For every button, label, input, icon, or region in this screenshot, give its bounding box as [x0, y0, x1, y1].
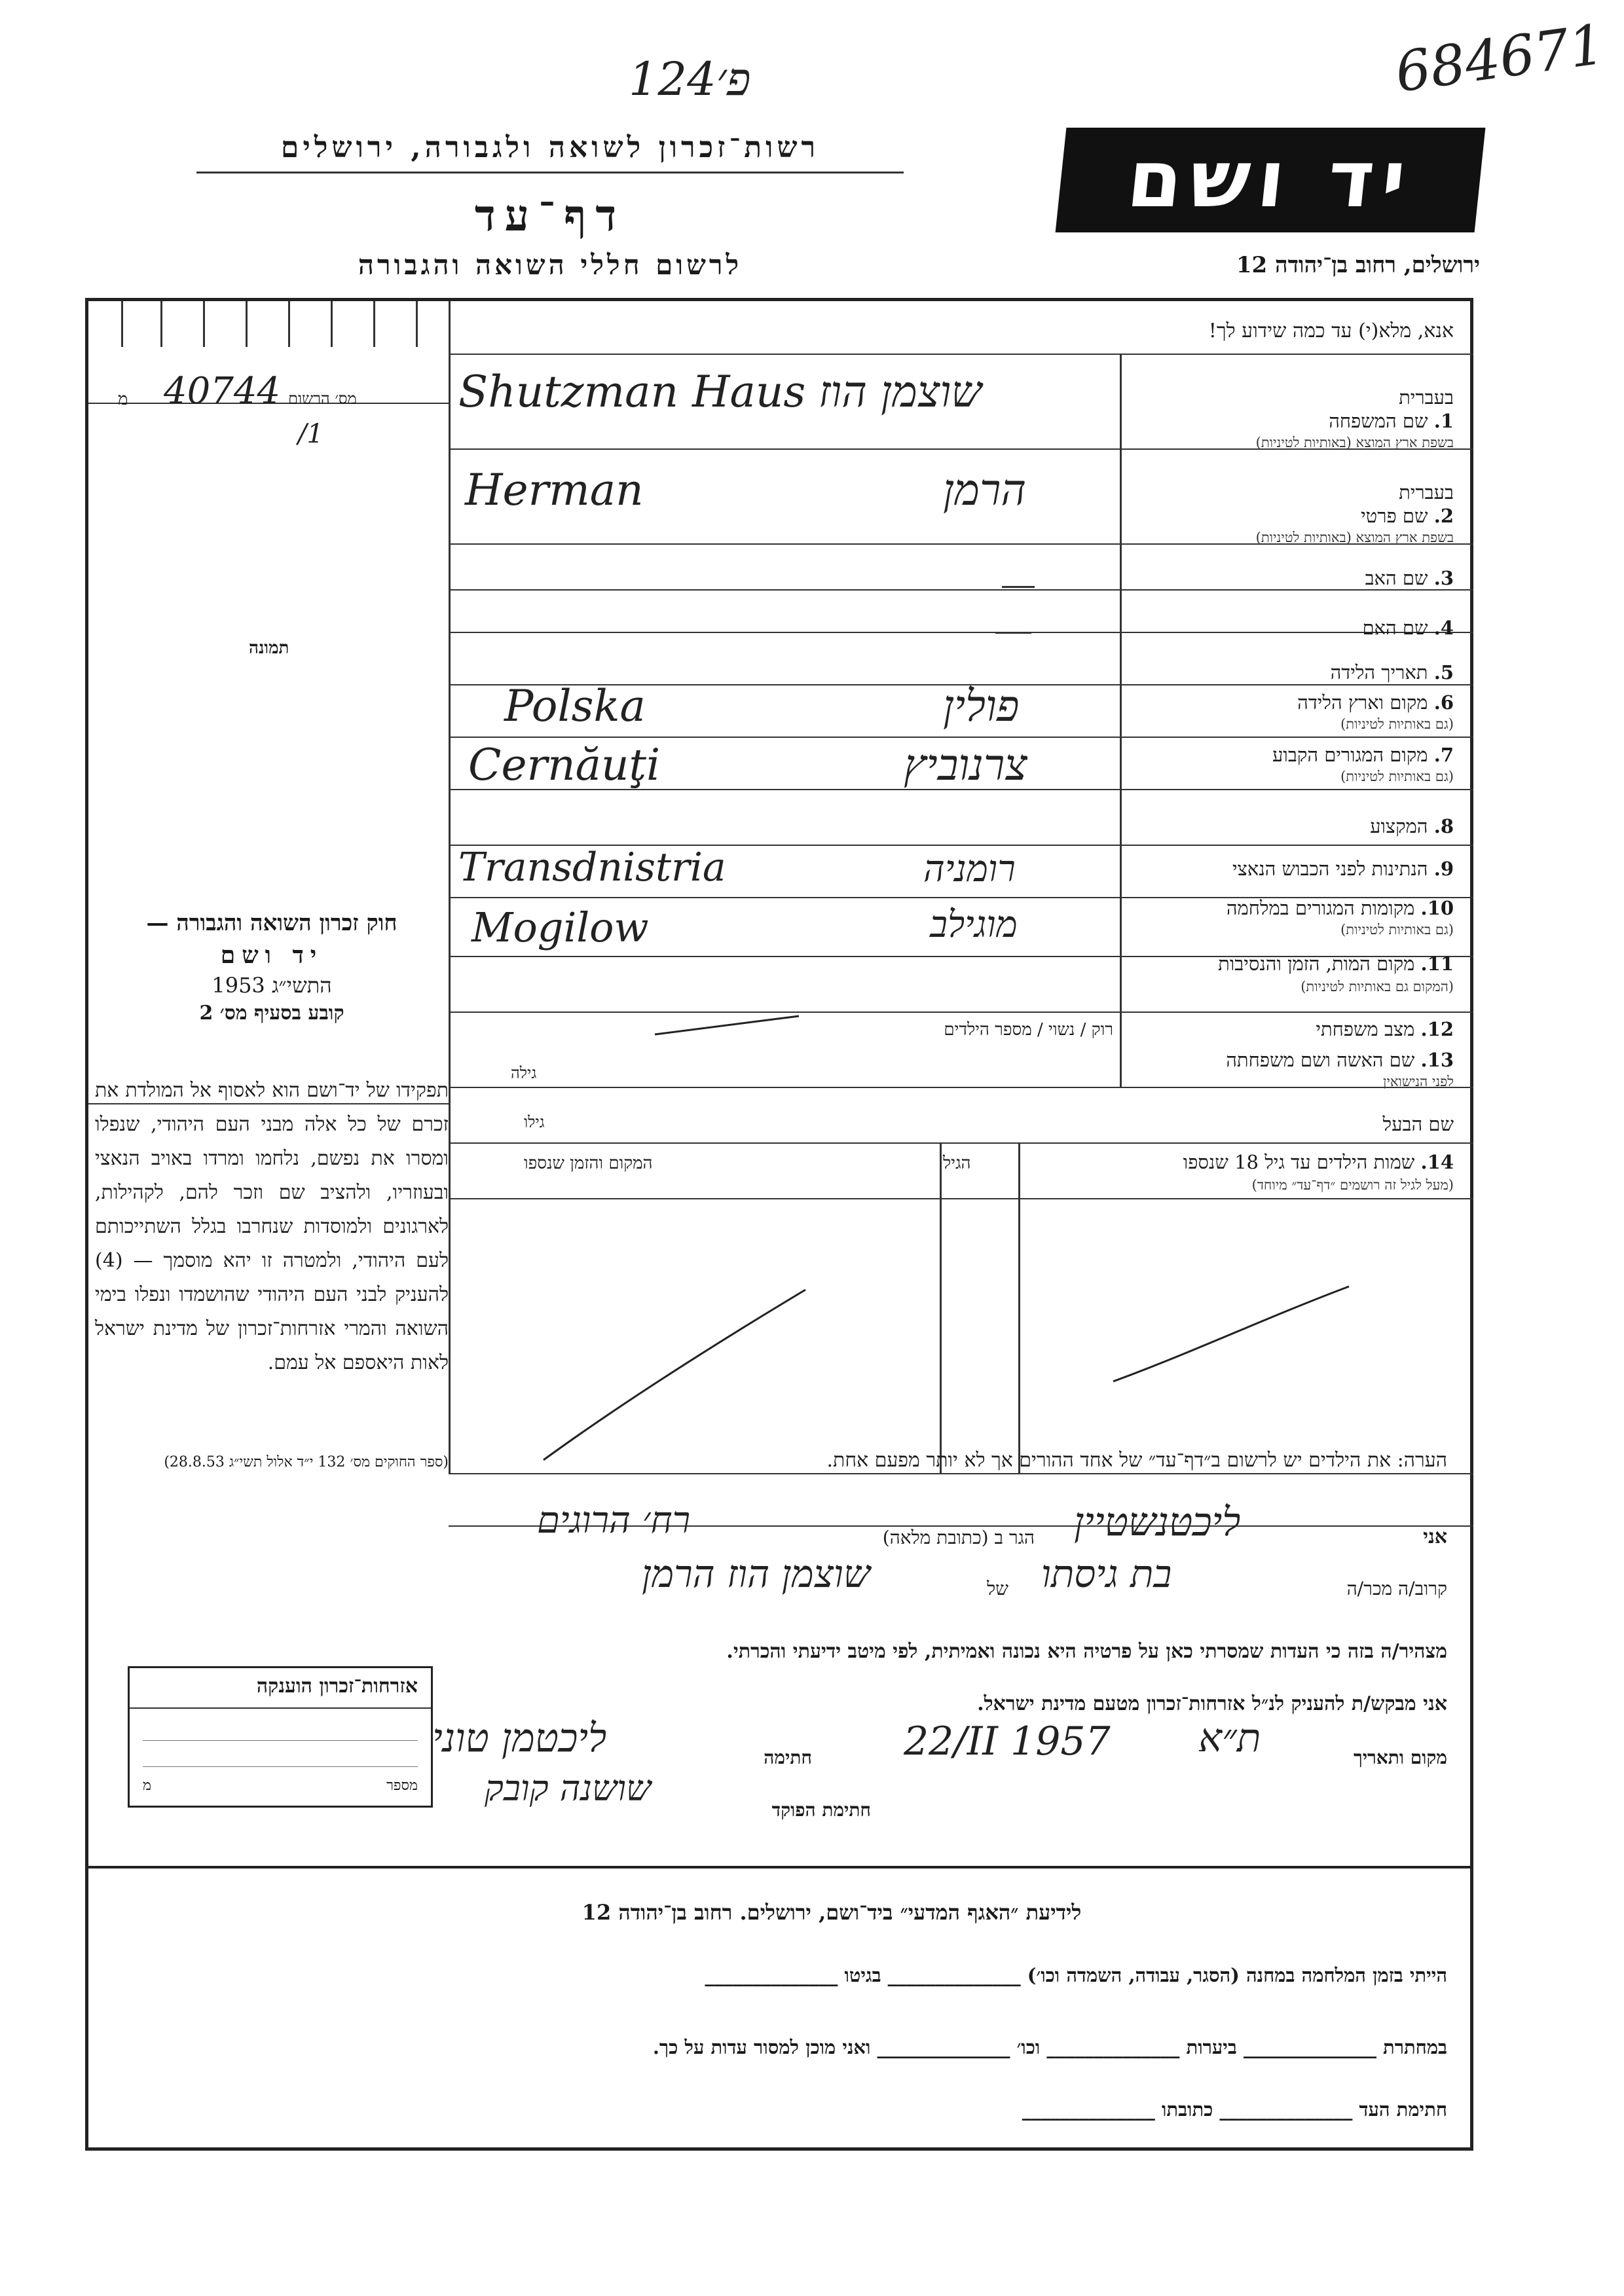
footer-line-1: הייתי בזמן המלחמה במחנה (הסגר, עבודה, השמדה וכו׳) ______________ בגיטו ______________ — [705, 1964, 1447, 1986]
field6-hebrew-value: פולין — [943, 681, 1020, 731]
certificate-number-prefix: מ — [143, 1777, 152, 1794]
field3-num: 3. — [1433, 567, 1454, 589]
field8-label: המקצוע — [1370, 815, 1428, 837]
children-col-divider-1 — [940, 1142, 942, 1473]
header-address: ירושלים, רחוב בן־יהודה 12 — [1236, 252, 1480, 278]
registration-number: 40744 — [164, 370, 281, 412]
declaration-statement: מצהיר/ה בזה כי העדות שמסרתי כאן על פרטיה היא נכונה ואמיתית, לפי מיטב ידיעתי והכרתי. — [726, 1640, 1447, 1663]
footer-line-3: חתימת העד ______________ כתובתו ______________ — [1022, 2098, 1447, 2121]
place-date-label: מקום ותאריך — [1353, 1747, 1447, 1768]
label-column-divider — [1120, 354, 1122, 1087]
field14-label: שמות הילדים עד גיל 18 שנספו — [1183, 1151, 1415, 1173]
field10-hebrew-value: מוגילב — [930, 903, 1018, 946]
children-place-header: המקום והזמן שנספו — [524, 1154, 653, 1173]
field8-num: 8. — [1433, 815, 1454, 837]
official-signature-value: שושנה קובק — [485, 1768, 652, 1809]
handwritten-page-number: פ׳124 — [629, 52, 751, 106]
cert-line-2 — [143, 1740, 418, 1741]
children-remark: הערה: את הילדים יש לרשום ב״דף־עד״ של אחד ההורים אך לא יותר מפעם אחת. — [826, 1449, 1447, 1472]
certificate-title: אזרחות־זכרון הוענקה — [256, 1675, 418, 1698]
field10-num: 10. — [1420, 897, 1454, 919]
field4-num: 4. — [1433, 617, 1454, 639]
row-line-6 — [449, 737, 1473, 738]
signature-value: ליכטמן טוני — [432, 1715, 607, 1761]
children-age-header: הגיל — [943, 1154, 971, 1173]
footer-line-2: במחתרת ______________ ביערות ______________ וכו׳ ______________ ואני מוכן למסור עדות על כך. — [652, 2036, 1447, 2058]
declaration-of-label: של — [987, 1578, 1008, 1599]
field12-stroke — [648, 1008, 805, 1041]
row-line-11 — [449, 1011, 1473, 1013]
law-name: יד ושם — [220, 941, 323, 969]
field1-num: 1. — [1433, 410, 1454, 432]
field2-label: שם פרטי — [1361, 505, 1428, 527]
field13-note: לפני הנישואין — [1383, 1074, 1454, 1089]
field2-num: 2. — [1433, 505, 1454, 527]
field12-options: רוק / נשוי / מספר הילדים — [944, 1020, 1113, 1040]
cert-line-1 — [130, 1707, 431, 1709]
row-line-13 — [449, 1142, 1473, 1144]
field13-label: שם האשה ושם משפחתה — [1226, 1049, 1415, 1071]
field3-label: שם האב — [1365, 567, 1428, 589]
field7-num: 7. — [1433, 744, 1454, 766]
field9-num: 9. — [1433, 858, 1454, 880]
authority-underline — [196, 172, 904, 173]
form-intro: אנא, מלא(י) עד כמה שידוע לך! — [1208, 319, 1454, 342]
children-col-divider-2 — [1018, 1142, 1020, 1473]
official-signature-label: חתימת הפוקד — [771, 1799, 871, 1821]
field2-hebrew-value: הרמן — [943, 465, 1027, 515]
field4-dash — [995, 632, 1031, 634]
field5-label: תאריך הלידה — [1330, 661, 1428, 683]
cert-line-3 — [143, 1766, 418, 1767]
law-heading — [95, 910, 449, 1025]
tick — [246, 301, 248, 347]
form-title: דף־עד — [474, 190, 626, 241]
field11-note: (המקום גם באותיות לטיניות) — [1301, 979, 1454, 994]
left-column-divider — [449, 301, 451, 1473]
law-text: תפקידו של יד־ושם הוא לאסוף אל המולדת את זכרם של כל אלה מבני העם היהודי, שנפלו ומסרו את נפשם, נלחמו ומרדו באויב הנאצי ובעוזריו, ולהציב שם וזכר להם, לקהילות, לארגונים ולמוסדות שנחרבו בגלל השתייכותם לעם היהודי, ולמטרה זו יהא מוסמך — (4) להעניק לבני העם היהודי שהושמדו ונפלו בימי השואה והמרי אזרחות־זכרון של מדינת ישראל לאות היאספם אל עמם. — [95, 1079, 449, 1374]
field1-note: בשפת ארץ המוצא (באותיות לטיניות) — [1255, 435, 1454, 450]
field1-hebrew-value: שוצמן הוז — [819, 367, 982, 417]
photo-label: תמונה — [249, 638, 289, 658]
memorial-citizenship-box — [128, 1666, 433, 1808]
field7-hebrew-value: צרנוביץ — [904, 740, 1027, 790]
field11-label: מקום המות, הזמן והנסיבות — [1218, 953, 1415, 975]
footer-divider — [88, 1866, 1473, 1868]
field2-note: בשפת ארץ המוצא (באותיות לטיניות) — [1255, 530, 1454, 545]
yad-vashem-logo — [1056, 128, 1486, 232]
law-clause: קובע בסעיף מס׳ 2 — [199, 1002, 344, 1025]
tick — [331, 301, 333, 347]
field9-latin-value: Transdnistria — [458, 845, 726, 890]
form-subtitle: לרשום חללי השואה והגבורה — [358, 249, 743, 281]
tick — [121, 301, 123, 347]
field5-num: 5. — [1433, 661, 1454, 683]
field11-num: 11. — [1420, 953, 1454, 975]
authority-name: רשות־זכרון לשואה ולגבורה, ירושלים — [280, 131, 820, 164]
declaration-resident-label: הגר ב (כתובת מלאה) — [882, 1527, 1035, 1548]
registration-label: מס׳ הרשום — [288, 390, 357, 408]
field14-num: 14. — [1420, 1151, 1454, 1173]
field7-label: מקום המגורים הקבוע — [1272, 744, 1428, 766]
field13-num: 13. — [1420, 1049, 1454, 1071]
children-place-stroke — [537, 1277, 812, 1473]
field9-label: הנתינות לפני הכבוש הנאצי — [1232, 858, 1428, 880]
husband-label: שם הבעל — [1382, 1113, 1454, 1135]
field7-latin-value: Cernăuţi — [468, 740, 661, 790]
declarant-address: רח׳ הרוגים — [537, 1499, 691, 1542]
date-value: 22/II 1957 — [904, 1719, 1111, 1764]
children-bottom-line — [449, 1473, 1473, 1474]
tick — [288, 301, 290, 347]
tick — [373, 301, 375, 347]
registration-prefix: מ — [118, 390, 128, 409]
declaration-of-value: שוצמן הוז הרמן — [642, 1552, 870, 1596]
field12-label: מצב משפחתי — [1316, 1018, 1415, 1040]
signature-label: חתימה — [764, 1747, 812, 1768]
intro-row-line — [449, 354, 1473, 355]
declaration-request: אני מבקש/ת להעניק לנ״ל אזרחות־זכרון מטעם מדינת ישראל. — [977, 1692, 1447, 1715]
law-year: התשי״ג 1953 — [212, 973, 332, 998]
law-title: חוק זכרון השואה והגבורה — — [146, 910, 397, 936]
children-header-line — [449, 1198, 1473, 1199]
place-value: ת״א — [1198, 1715, 1261, 1761]
registration-extra: /1 — [298, 419, 323, 449]
field6-num: 6. — [1433, 691, 1454, 714]
declarant-name: ליכטנשטיין — [1074, 1499, 1241, 1545]
field10-label: מקומות המגורים במלחמה — [1226, 897, 1415, 919]
field1-latin-value: Shutzman Haus — [458, 367, 806, 417]
tick — [160, 301, 162, 347]
footer-title: לידיעת ״האגף המדעי״ ביד־ושם, ירושלים. רחוב בן־יהודה 12 — [581, 1900, 1082, 1925]
field7-note: (גם באותיות לטיניות) — [1340, 769, 1454, 784]
field10-note: (גם באותיות לטיניות) — [1340, 922, 1454, 938]
field14-note: (מעל לגיל זה רושמים ״דף־עד״ מיוחד) — [1251, 1177, 1454, 1193]
field12-num: 12. — [1420, 1018, 1454, 1040]
children-names-stroke — [1107, 1277, 1356, 1394]
field2-tag: בעברית — [1399, 481, 1454, 503]
field13-age-label: גילה — [511, 1064, 537, 1082]
husband-age-label: גילו — [524, 1113, 545, 1131]
field6-label: מקום וארץ הלידה — [1297, 691, 1428, 714]
field4-label: שם האם — [1362, 617, 1428, 639]
declaration-i-label: אני — [1423, 1525, 1447, 1548]
field1-tag: בעברית — [1399, 386, 1454, 409]
certificate-number-label: מספר — [386, 1777, 418, 1794]
field3-dash — [1002, 586, 1035, 588]
field10-latin-value: Mogilow — [471, 903, 649, 951]
tick — [416, 301, 418, 347]
tick — [203, 301, 205, 347]
archive-number: 684671 — [1391, 12, 1608, 105]
law-source: (ספר החוקים מס׳ 132 י״ד אלול תשי״ג 28.8.53) — [164, 1454, 449, 1470]
field6-latin-value: Polska — [504, 681, 646, 731]
logo-text: יד ושם — [1123, 134, 1418, 225]
field6-note: (גם באותיות לטיניות) — [1340, 716, 1454, 732]
field9-hebrew-value: רומניה — [923, 848, 1016, 890]
field2-latin-value: Herman — [465, 465, 644, 515]
field1-label: שם המשפחה — [1329, 410, 1428, 432]
declaration-relative-label: קרוב/ה מכר/ה — [1346, 1578, 1447, 1599]
declarant-relation: בת גיסתו — [1041, 1552, 1172, 1596]
